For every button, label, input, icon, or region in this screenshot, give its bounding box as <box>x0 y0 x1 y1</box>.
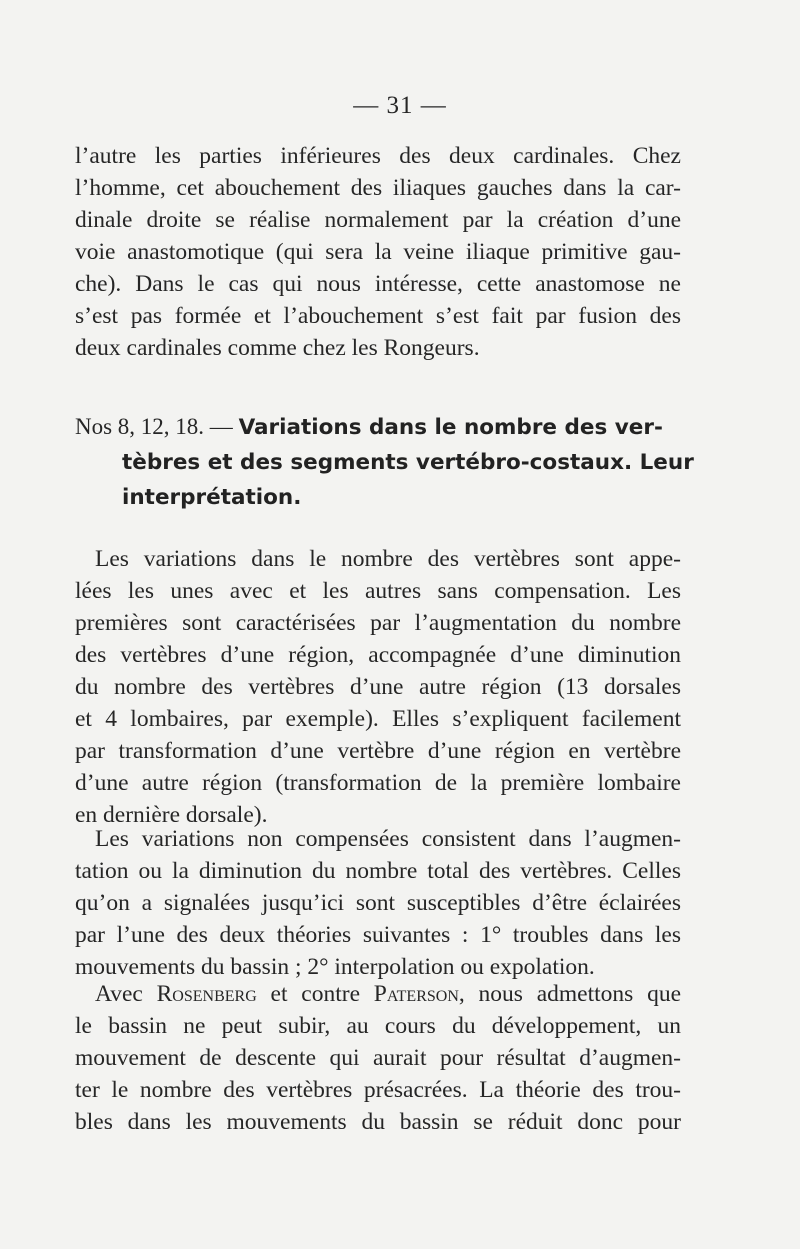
text-line: par l’une des deux théories suivantes : 1° troubles dans les <box>75 922 681 948</box>
text-line: Les variations dans le nombre des vertèbres sont appe- <box>95 546 681 572</box>
text-line: voie anastomotique (qui sera la veine iliaque primitive gau- <box>75 239 681 265</box>
text-line: ter le nombre des vertèbres présacrées. La théorie des trou- <box>75 1077 681 1103</box>
text-line: deux cardinales comme chez les Rongeurs. <box>75 335 480 361</box>
heading-title: Variations dans le nombre des ver- <box>238 415 663 440</box>
text-line: lées les unes avec et les autres sans compensation. Les <box>75 578 681 604</box>
author-name-paterson: Paterson <box>373 981 459 1007</box>
text-line: Les variations non compensées consistent dans l’augmen- <box>95 826 681 852</box>
text-line: s’est pas formée et l’abouchement s’est fait par fusion des <box>75 303 681 329</box>
text-fragment: Avec <box>95 981 143 1007</box>
heading-prefix: Nos 8, 12, 18. — <box>75 414 233 439</box>
heading-line-2: tèbres et des segments vertébro-costaux. Leur <box>122 450 694 475</box>
text-line: et 4 lombaires, par exemple). Elles s’expliquent facilement <box>75 706 681 732</box>
text-fragment: , nous admettons que <box>458 981 682 1007</box>
text-line: tation ou la diminution du nombre total des vertèbres. Celles <box>75 858 681 884</box>
text-line <box>95 978 681 1010</box>
text-line: l’autre les parties inférieures des deux cardinales. Chez <box>75 143 681 169</box>
heading-line-3: interprétation. <box>122 485 302 510</box>
text-line: premières sont caractérisées par l’augmentation du nombre <box>75 610 681 636</box>
text-line: par transformation d’une vertèbre d’une région en vertèbre <box>75 738 681 764</box>
text-line: le bassin ne peut subir, au cours du développement, un <box>75 1013 681 1039</box>
text-line: dinale droite se réalise normalement par la création d’une <box>75 207 681 233</box>
text-line: du nombre des vertèbres d’une autre région (13 dorsales <box>75 674 681 700</box>
author-name-rosenberg: Rosenberg <box>156 981 257 1007</box>
text-line: des vertèbres d’une région, accompagnée d’une diminution <box>75 642 681 668</box>
text-line: d’une autre région (transformation de la première lombaire <box>75 770 681 796</box>
text-line: mouvement de descente qui aurait pour résultat d’augmen- <box>75 1045 681 1071</box>
text-line: en dernière dorsale). <box>75 802 268 828</box>
text-line: l’homme, cet abouchement des iliaques gauches dans la car- <box>75 175 681 201</box>
text-line: che). Dans le cas qui nous intéresse, cette anastomose ne <box>75 271 681 297</box>
text-line: bles dans les mouvements du bassin se réduit donc pour <box>75 1109 681 1135</box>
text-line: mouvements du bassin ; 2° interpolation ou expolation. <box>75 954 595 980</box>
text-fragment: et contre <box>270 981 361 1007</box>
text-line: qu’on a signalées jusqu’ici sont susceptibles d’être éclairées <box>75 890 681 916</box>
heading-line-1 <box>75 410 663 445</box>
page-number: — 31 — <box>353 92 447 119</box>
